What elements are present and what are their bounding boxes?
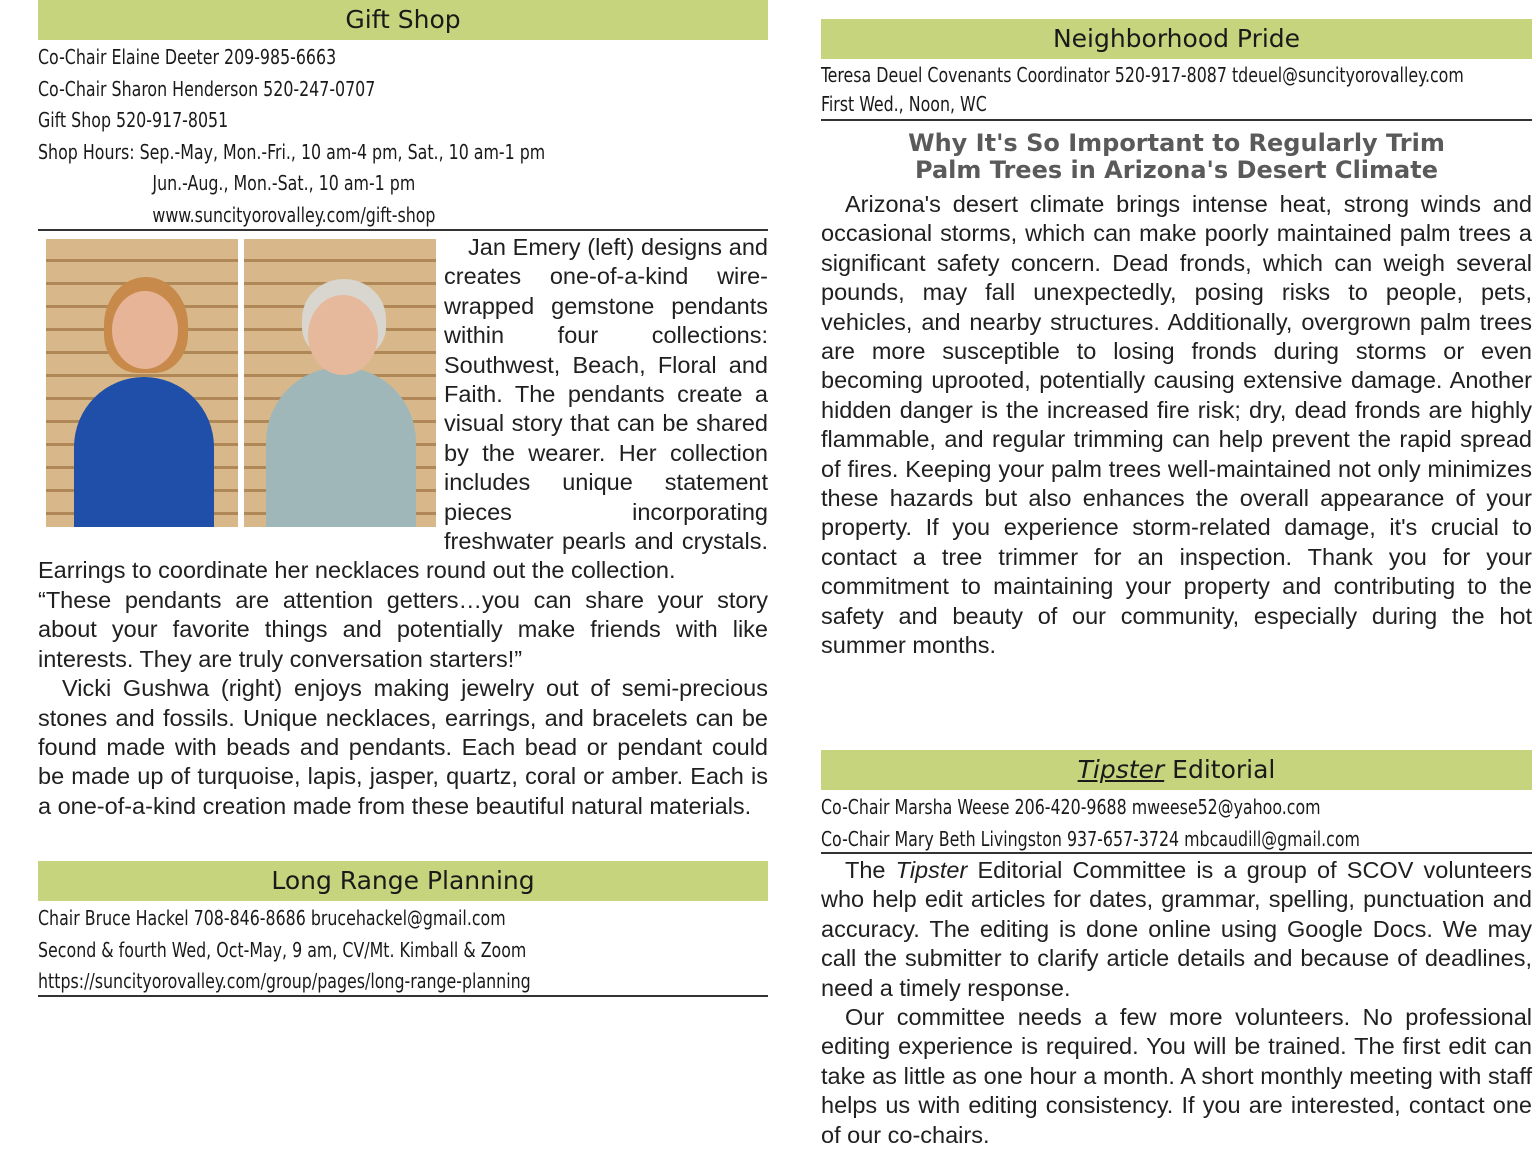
text: Editorial Committee is a group of SCOV volunteers who help edit articles for dates, grammar, spelling, punctuation and accuracy. The editing is done online using Google Docs. We may call the submitter to clarify article details and because of deadlines, need a timely response. <box>821 857 1532 1001</box>
contact-line: Teresa Deuel Covenants Coordinator 520-917-8087 tdeuel@suncityorovalley.com <box>821 63 1464 87</box>
contact-line: www.suncityorovalley.com/gift-shop <box>152 202 436 227</box>
paragraph: Vicki Gushwa (right) enjoys making jewelry out of semi-precious stones and fossils. Unique necklaces, earrings, and bracelets can be found made with beads and pendants. Each bead or pendant could be made up of turquoise, lapis, jasper, quartz, coral or amber. Each is a one-of-a-kind creation made from these beautiful natural materials. <box>38 675 768 819</box>
gift-shop-contacts <box>38 40 765 229</box>
gift-shop-article <box>38 233 768 861</box>
contact-line: https://suncityorovalley.com/group/pages/long-range-planning <box>38 969 531 993</box>
contact-line: Co-Chair Marsha Weese 206-420-9688 mweese52@yahoo.com <box>821 795 1321 819</box>
tipster-editorial-header <box>821 750 1532 790</box>
paragraph <box>821 856 1532 1003</box>
title-line: Why It's So Important to Regularly Trim <box>908 129 1445 157</box>
neighborhood-pride-header: Neighborhood Pride <box>821 19 1532 59</box>
left-column <box>38 0 768 997</box>
text: The <box>845 857 896 883</box>
tipster-contacts <box>821 790 1532 854</box>
long-range-header: Long Range Planning <box>38 861 768 901</box>
title-line: Palm Trees in Arizona's Desert Climate <box>915 156 1438 184</box>
header-rest: Editorial <box>1164 755 1276 784</box>
tipster-article <box>821 856 1532 1150</box>
neighborhood-contacts <box>821 59 1532 121</box>
photo-pair <box>46 239 436 535</box>
right-column <box>821 19 1532 1150</box>
quote-paragraph: “These pendants are attention getters…you can share your story about your favorite things and potentially make friends with like interests. They are truly conversation starters!” <box>38 586 768 672</box>
tipster-italic: Tipster <box>895 857 968 883</box>
contact-line: Co-Chair Elaine Deeter 209-985-6663 <box>38 45 337 69</box>
photo-jan-emery <box>46 239 238 527</box>
palm-tree-article <box>821 190 1532 750</box>
paragraph: Our committee needs a few more volunteers. No professional editing experience is required. You will be trained. The first edit can take as little as one hour a month. A short monthly meeting with staff helps us with editing consistency. If you are interested, contact one of our co-chairs. <box>821 1004 1532 1148</box>
contact-line: Co-Chair Mary Beth Livingston 937-657-3724 mbcaudill@gmail.com <box>821 826 1360 851</box>
paragraph: Jan Emery (left) designs and creates one-of-a-kind wire-wrapped gemstone pendants within four collections: Southwest, Beach, Floral and Faith. The pendants create a visual story that can be shared by the wearer. Her collection includes unique statement pieces incorporating freshwater pearls and crystals. Earrings to coordinate her necklaces round out the collection. <box>38 234 768 584</box>
long-range-contacts <box>38 901 765 998</box>
contact-line: Chair Bruce Hackel 708-846-8686 brucehackel@gmail.com <box>38 906 506 930</box>
gift-shop-header: Gift Shop <box>38 0 768 40</box>
tipster-name: Tipster <box>1077 755 1165 784</box>
contact-line: Shop Hours: Sep.-May, Mon.-Fri., 10 am-4 pm, Sat., 10 am-1 pm <box>38 139 546 164</box>
contact-line: Second & fourth Wed, Oct-May, 9 am, CV/Mt. Kimball & Zoom <box>38 937 527 962</box>
contact-line: Co-Chair Sharon Henderson 520-247-0707 <box>38 76 376 101</box>
photo-vicki-gushwa <box>244 239 436 527</box>
article-title <box>821 130 1532 184</box>
contact-line: Gift Shop 520-917-8051 <box>38 108 229 132</box>
contact-line: Jun.-Aug., Mon.-Sat., 10 am-1 pm <box>152 171 416 195</box>
paragraph: Arizona's desert climate brings intense heat, strong winds and occasional storms, which can make poorly maintained palm trees a significant safety concern. Dead fronds, which can weigh several pounds, may fall unexpectedly, posing risks to people, pets, vehicles, and nearby structures. Additionally, overgrown palm trees are more susceptible to losing fronds during storms or even becoming uprooted, potentially causing extensive damage. Another hidden danger is the increased fire risk; dry, dead fronds are highly flammable, and regular trimming can help prevent the rapid spread of fires. Keeping your palm trees well-maintained not only minimizes these hazards but also enhances the overall appearance of your property. If you experience storm-related damage, it's crucial to contact a tree trimmer for an inspection. Thank you for your commitment to maintaining your property and contributing to the safety and beauty of our community, especially during the hot summer months. <box>821 191 1532 659</box>
contact-line: First Wed., Noon, WC <box>821 92 987 116</box>
